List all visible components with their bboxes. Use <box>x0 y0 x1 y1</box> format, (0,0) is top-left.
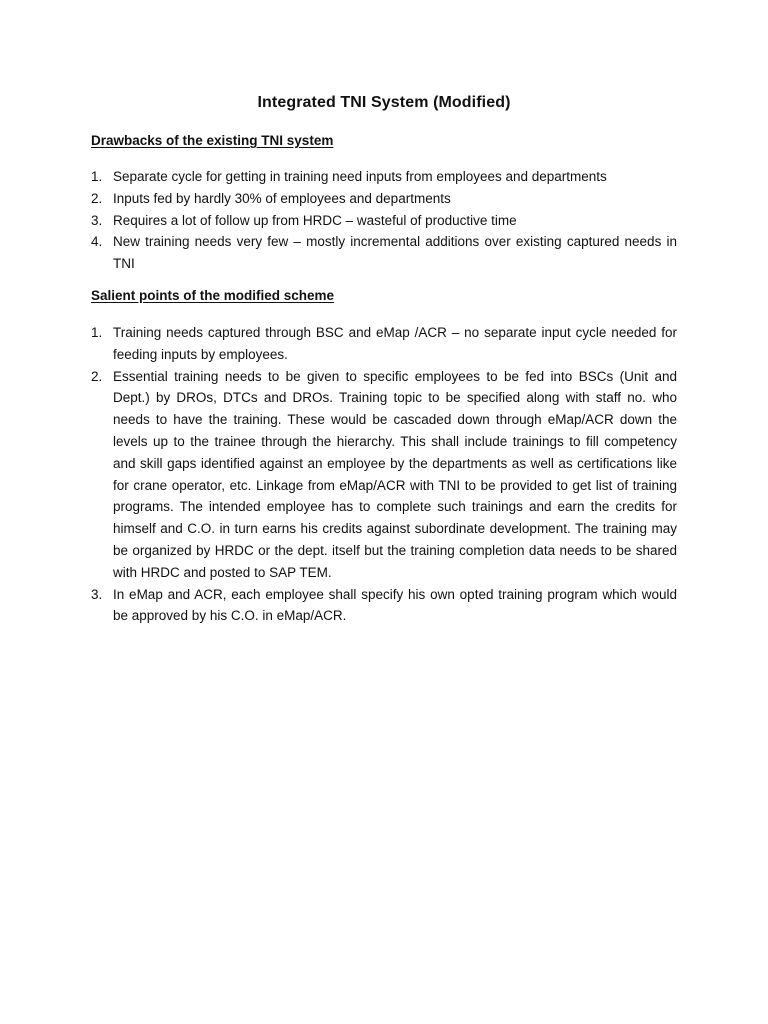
section-heading-salient-points: Salient points of the modified scheme <box>91 288 335 303</box>
list-item-text: Inputs fed by hardly 30% of employees and departments <box>113 190 451 206</box>
list-item-number: 1. <box>91 325 103 340</box>
list-item <box>91 188 677 210</box>
list-item-text: Training needs captured through BSC and eMap /ACR – no separate input cycle needed for feeding inputs by employees. <box>113 325 677 362</box>
list-item-number: 1. <box>91 169 103 184</box>
salient-points-list <box>91 322 677 627</box>
list-item-number: 4. <box>91 234 103 250</box>
list-item <box>91 231 677 275</box>
list-item <box>91 584 677 628</box>
list-item-text: In eMap and ACR, each employee shall specify his own opted training program which would be approved by his C.O. in eMap/ACR. <box>113 586 677 624</box>
list-item-number: 2. <box>91 190 103 206</box>
list-item-text: Essential training needs to be given to specific employees to be fed into BSCs (Unit and Dept.) by DROs, DTCs and DROs. Training topic to be specified along with staff no. who needs to have the training. These would be cascaded down through eMap/ACR down the levels up to the trainee through the hierarchy. This shall include trainings to fill competency and skill gaps identified against an employee by the departments as well as certifications like for crane operator, etc. Linkage from eMap/ACR with TNI to be provided to get list of training programs. The intended employee has to complete such trainings and earn the credits for himself and C.O. in turn earns his credits against subordinate development. The training may be organized by HRDC or the dept. itself but the training completion data needs to be shared with HRDC and posted to SAP TEM. <box>113 368 677 580</box>
list-item-number: 3. <box>91 586 103 602</box>
list-item-text: Separate cycle for getting in training need inputs from employees and departments <box>113 169 607 184</box>
list-item <box>91 210 677 232</box>
section-heading-drawbacks: Drawbacks of the existing TNI system <box>91 133 334 148</box>
drawbacks-list <box>91 166 677 275</box>
list-item-number: 3. <box>91 212 103 228</box>
list-item-number: 2. <box>91 368 103 384</box>
list-item-text: Requires a lot of follow up from HRDC – wasteful of productive time <box>113 212 517 228</box>
list-item <box>91 366 677 584</box>
list-item <box>91 322 677 366</box>
document-title: Integrated TNI System (Modified) <box>257 94 511 111</box>
list-item <box>91 166 677 188</box>
list-item-text: New training needs very few – mostly incremental additions over existing captured needs in TNI <box>113 234 677 272</box>
